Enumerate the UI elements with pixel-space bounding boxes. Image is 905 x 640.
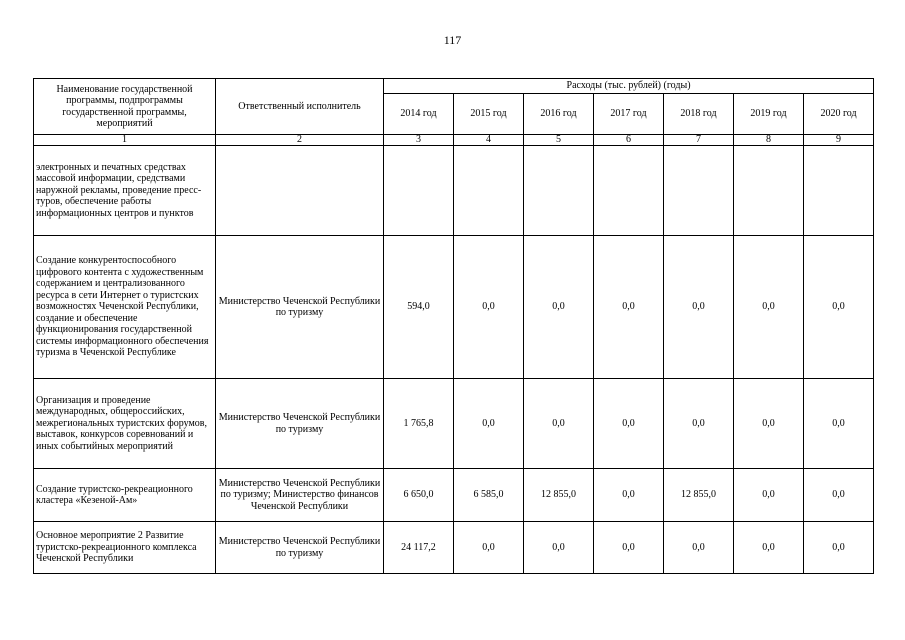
budget-table xyxy=(33,78,874,574)
expense-2019: 0,0 xyxy=(734,236,804,379)
expense-2014: 594,0 xyxy=(384,236,454,379)
expense-2018 xyxy=(664,146,734,236)
column-number: 9 xyxy=(804,135,874,146)
expense-2020: 0,0 xyxy=(804,469,874,522)
expense-2020 xyxy=(804,146,874,236)
expense-2015: 0,0 xyxy=(454,522,524,574)
header-year-2016: 2016 год xyxy=(524,94,594,135)
expense-2017: 0,0 xyxy=(594,236,664,379)
expense-2015 xyxy=(454,146,524,236)
expense-2014: 6 650,0 xyxy=(384,469,454,522)
expense-2018: 0,0 xyxy=(664,236,734,379)
column-number-row xyxy=(34,135,874,146)
expense-2017 xyxy=(594,146,664,236)
column-number: 6 xyxy=(594,135,664,146)
expense-2019: 0,0 xyxy=(734,379,804,469)
header-executor-column: Ответственный исполнитель xyxy=(216,79,384,135)
header-year-2020: 2020 год xyxy=(804,94,874,135)
executor: Министерство Чеченской Республики по туризму xyxy=(216,379,384,469)
expense-2016: 0,0 xyxy=(524,236,594,379)
expense-2018: 0,0 xyxy=(664,379,734,469)
activity-name: Создание конкурентоспособного цифрового контента с художественным содержанием и централизованного ресурса в сети Интернет о туристских возможностях Чеченской Республики, создание и обеспечение функционирования государственной системы информационного обеспечения туризма в Чеченской Республике xyxy=(34,236,216,379)
expense-2019: 0,0 xyxy=(734,522,804,574)
column-number: 8 xyxy=(734,135,804,146)
expense-2015: 6 585,0 xyxy=(454,469,524,522)
header-year-2017: 2017 год xyxy=(594,94,664,135)
activity-name: Создание туристско-рекреационного кластера «Кезеной-Ам» xyxy=(34,469,216,522)
expense-2018: 0,0 xyxy=(664,522,734,574)
column-number: 3 xyxy=(384,135,454,146)
executor xyxy=(216,146,384,236)
table-row xyxy=(34,522,874,574)
table-row xyxy=(34,146,874,236)
expense-2020: 0,0 xyxy=(804,379,874,469)
expense-2016: 0,0 xyxy=(524,379,594,469)
executor: Министерство Чеченской Республики по туризму xyxy=(216,236,384,379)
column-number: 2 xyxy=(216,135,384,146)
header-year-2014: 2014 год xyxy=(384,94,454,135)
expense-2016 xyxy=(524,146,594,236)
header-name-column: Наименование государственной программы, подпрограммы государственной программы, мероприятий xyxy=(34,79,216,135)
expense-2014: 24 117,2 xyxy=(384,522,454,574)
expense-2014: 1 765,8 xyxy=(384,379,454,469)
header-year-2015: 2015 год xyxy=(454,94,524,135)
page-number: 117 xyxy=(443,33,462,47)
header-year-2019: 2019 год xyxy=(734,94,804,135)
executor: Министерство Чеченской Республики по туризму; Министерство финансов Чеченской Республики xyxy=(216,469,384,522)
header-year-2018: 2018 год xyxy=(664,94,734,135)
expense-2015: 0,0 xyxy=(454,379,524,469)
expense-2015: 0,0 xyxy=(454,236,524,379)
column-number: 7 xyxy=(664,135,734,146)
expense-2020: 0,0 xyxy=(804,522,874,574)
activity-name: Организация и проведение международных, общероссийских, межрегиональных туристских форумов, выставок, конкурсов соревнований и иных событийных мероприятий xyxy=(34,379,216,469)
expense-2020: 0,0 xyxy=(804,236,874,379)
table-row xyxy=(34,379,874,469)
expense-2017: 0,0 xyxy=(594,379,664,469)
activity-name: Основное мероприятие 2 Развитие туристско-рекреационного комплекса Чеченской Республики xyxy=(34,522,216,574)
expense-2018: 12 855,0 xyxy=(664,469,734,522)
expense-2019 xyxy=(734,146,804,236)
activity-name: электронных и печатных средствах массовой информации, средствами наружной рекламы, проведение пресс-туров, обеспечение работы информационных центров и пунктов xyxy=(34,146,216,236)
table-row xyxy=(34,236,874,379)
executor: Министерство Чеченской Республики по туризму xyxy=(216,522,384,574)
expense-2019: 0,0 xyxy=(734,469,804,522)
expense-2016: 0,0 xyxy=(524,522,594,574)
expense-2017: 0,0 xyxy=(594,522,664,574)
column-number: 5 xyxy=(524,135,594,146)
expense-2016: 12 855,0 xyxy=(524,469,594,522)
expense-2014 xyxy=(384,146,454,236)
column-number: 1 xyxy=(34,135,216,146)
column-number: 4 xyxy=(454,135,524,146)
table-row xyxy=(34,469,874,522)
header-expenses-group: Расходы (тыс. рублей) (годы) xyxy=(384,79,874,94)
expense-2017: 0,0 xyxy=(594,469,664,522)
